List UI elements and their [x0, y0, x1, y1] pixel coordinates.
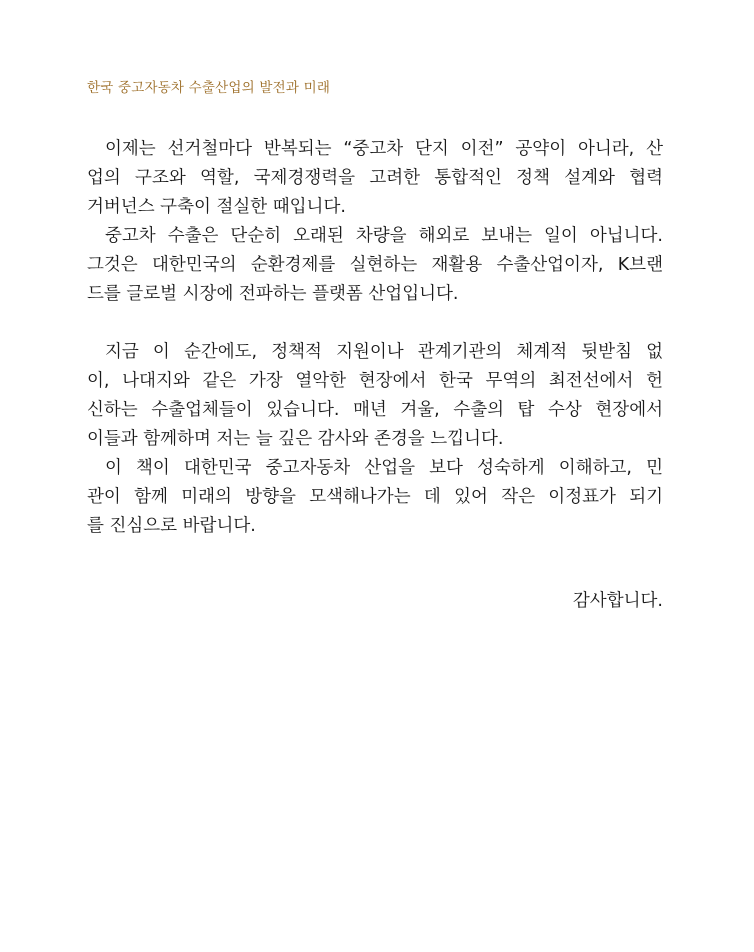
paragraph-2-line-1: 중고차 수출은 단순히 오래된 차량을 해외로 보내는 일이 아닙니다. [105, 226, 663, 246]
paragraph-4-line-3: 를 진심으로 바랍니다. [87, 516, 256, 536]
running-header: 한국 중고자동차 수출산업의 발전과 미래 [87, 80, 331, 96]
paragraph-4-line-1: 이 책이 대한민국 중고자동차 산업을 보다 성숙하게 이해하고, 민 [105, 458, 663, 478]
paragraph-1-line-1: 이제는 선거철마다 반복되는 “중고차 단지 이전” 공약이 아니라, 산 [105, 139, 663, 159]
paragraph-1-line-3: 거버넌스 구축이 절실한 때입니다. [87, 197, 346, 217]
paragraph-3-line-2: 이, 나대지와 같은 가장 열악한 현장에서 한국 무역의 최전선에서 헌 [87, 371, 663, 391]
body-text [87, 135, 663, 541]
closing-text: 감사합니다. [572, 591, 663, 611]
paragraph-4-line-2: 관이 함께 미래의 방향을 모색해나가는 데 있어 작은 이정표가 되기 [87, 487, 663, 507]
paragraph-3-line-3: 신하는 수출업체들이 있습니다. 매년 겨울, 수출의 탑 수상 현장에서 [87, 400, 663, 420]
paragraph-2-line-2: 그것은 대한민국의 순환경제를 실현하는 재활용 수출산업이자, K브랜 [87, 255, 663, 275]
paragraph-3-line-4: 이들과 함께하며 저는 늘 깊은 감사와 존경을 느낍니다. [87, 429, 504, 449]
paragraph-1-line-2: 업의 구조와 역할, 국제경쟁력을 고려한 통합적인 정책 설계와 협력 [87, 168, 663, 188]
paragraph-gap [87, 309, 663, 338]
paragraph-2-line-3: 드를 글로벌 시장에 전파하는 플랫폼 산업입니다. [87, 284, 459, 304]
paragraph-3-line-1: 지금 이 순간에도, 정책적 지원이나 관계기관의 체계적 뒷받침 없 [105, 342, 663, 362]
